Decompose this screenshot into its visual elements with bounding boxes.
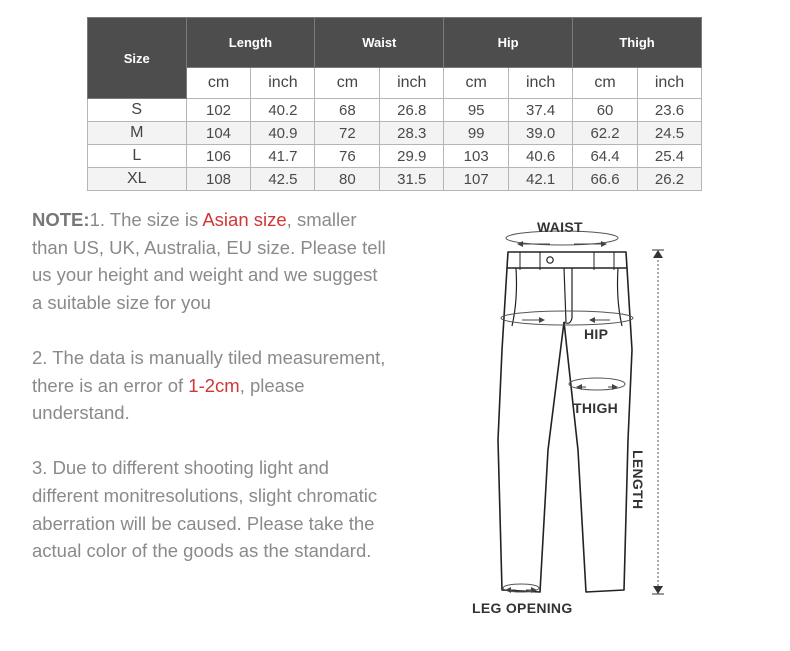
table-cell: 108 [186, 168, 251, 191]
table-cell: 40.6 [509, 145, 573, 168]
size-column-header: Size [88, 18, 187, 99]
thigh-ellipse [569, 378, 625, 390]
unit-header: inch [509, 68, 573, 99]
table-cell: 26.2 [638, 168, 702, 191]
table-cell: 103 [444, 145, 509, 168]
table-row [88, 99, 702, 122]
size-chart-table [87, 17, 702, 191]
table-cell: 99 [444, 122, 509, 145]
unit-header: cm [186, 68, 251, 99]
table-row [88, 122, 702, 145]
table-cell: 107 [444, 168, 509, 191]
unit-header: cm [315, 68, 380, 99]
table-cell: 39.0 [509, 122, 573, 145]
pants-measurement-diagram [440, 210, 700, 630]
table-cell: 23.6 [638, 99, 702, 122]
note-1-text-b: , smaller than US, UK, Australia, EU size. Please tell us your height and weight and we suggest a suitable size for you [32, 209, 386, 313]
note-2 [32, 344, 392, 427]
note-3: 3. Due to different shooting light and different monitresolutions, slight chromatic aberration will be caused. Please take the actual color of the goods as the standard. [32, 457, 378, 562]
table-row [88, 145, 702, 168]
table-cell: 106 [186, 145, 251, 168]
size-notes [32, 206, 392, 592]
note-1-text-a: 1. The size is [89, 209, 203, 230]
table-cell: 42.1 [509, 168, 573, 191]
thigh-label: THIGH [573, 400, 619, 416]
table-cell: 31.5 [380, 168, 444, 191]
unit-header: inch [251, 68, 315, 99]
leg-opening-label: LEG OPENING [472, 600, 573, 616]
table-cell: S [88, 99, 187, 122]
table-cell: 42.5 [251, 168, 315, 191]
table-cell: 68 [315, 99, 380, 122]
pants-illustration [440, 210, 700, 630]
table-cell: 28.3 [380, 122, 444, 145]
length-label: LENGTH [630, 450, 646, 510]
waist-column-header: Waist [315, 18, 444, 68]
table-cell: 95 [444, 99, 509, 122]
hip-label: HIP [584, 326, 609, 342]
table-cell: 37.4 [509, 99, 573, 122]
thigh-column-header: Thigh [573, 18, 702, 68]
length-column-header: Length [186, 18, 315, 68]
table-cell: 40.2 [251, 99, 315, 122]
unit-header: cm [573, 68, 638, 99]
table-cell: 66.6 [573, 168, 638, 191]
pants-outline [498, 252, 632, 592]
table-cell: 60 [573, 99, 638, 122]
table-cell: 40.9 [251, 122, 315, 145]
table-cell: 41.7 [251, 145, 315, 168]
button-icon [547, 257, 553, 263]
note-label: NOTE: [32, 209, 90, 230]
table-cell: 104 [186, 122, 251, 145]
note-2-text-a: 2. The data is manually tiled measurement, there is an error of [32, 346, 386, 396]
note-1 [32, 206, 392, 316]
note-2-text-b: , please understand. [32, 374, 305, 424]
table-cell: 76 [315, 145, 380, 168]
table-cell: 72 [315, 122, 380, 145]
table-cell: 80 [315, 168, 380, 191]
unit-header: inch [380, 68, 444, 99]
table-cell: 102 [186, 99, 251, 122]
table-cell: 64.4 [573, 145, 638, 168]
table-cell: 24.5 [638, 122, 702, 145]
table-cell: 29.9 [380, 145, 444, 168]
table-cell: 62.2 [573, 122, 638, 145]
table-cell: L [88, 145, 187, 168]
length-arrow-top [653, 250, 663, 258]
table-cell: 25.4 [638, 145, 702, 168]
asian-size-highlight: Asian size [202, 209, 287, 230]
table-cell: 26.8 [380, 99, 444, 122]
table-cell: XL [88, 168, 187, 191]
length-arrow-bottom [653, 586, 663, 594]
table-row [88, 168, 702, 191]
unit-header: cm [444, 68, 509, 99]
unit-header: inch [638, 68, 702, 99]
hip-column-header: Hip [444, 18, 573, 68]
table-cell: M [88, 122, 187, 145]
error-range-highlight: 1-2cm [188, 374, 240, 396]
table-header-row [88, 18, 702, 68]
waist-label: WAIST [537, 219, 583, 235]
